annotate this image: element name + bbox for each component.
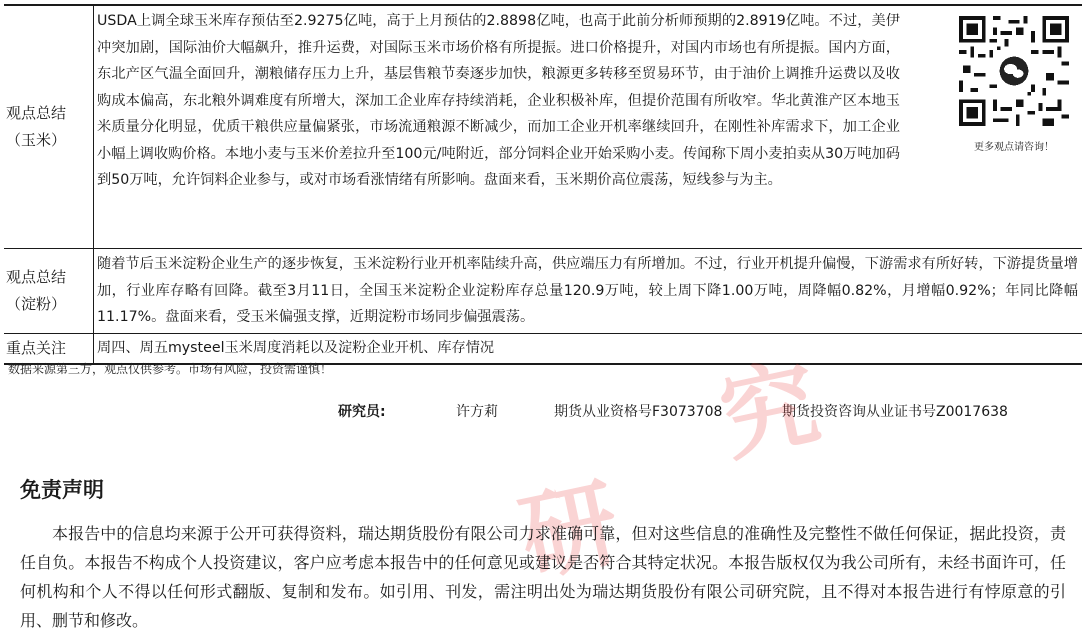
consult-license-number: 期货投资咨询从业证书号Z0017638 [782, 404, 1008, 420]
viewpoint-table [4, 4, 1082, 365]
qr-caption: 更多观点请咨询！ [974, 142, 1054, 153]
futures-license-number: 期货从业资格号F3073708 [554, 404, 723, 420]
researcher-label: 研究员: [338, 404, 386, 420]
disclaimer-title: 免责声明 [20, 478, 104, 502]
watermark-char-2: 究 [710, 346, 829, 476]
researcher-line [338, 401, 1008, 421]
row-content-corn: USDA上调全球玉米库存预估至2.9275亿吨，高于上月预估的2.8898亿吨，也高于此前分析师预期的2.8919亿吨。不过，美伊冲突加剧，国际油价大幅飙升，推升运费，对国际玉米市场价格有所提振。进口价格提升，对国内市场也有所提振。国内方面，东北产区气温全面回升，潮粮储存压力上升，基层售粮节奏逐步加快，粮源更多转移至贸易环节，由于油价上调推升运费以及收购成本偏高，东北粮外调难度有所增大，深加工企业库存持续消耗，企业积极补库，但提价范围有所收窄。华北黄淮产区本地玉米质量分化明显，优质干粮供应量偏紧张，市场流通粮源不断减少，而加工企业开机率继续回升，在刚性补库需求下，加工企业小幅上调收购价格。本地小麦与玉米价差拉升至100元/吨附近，部分饲料企业开始采购小麦。传闻称下周小麦拍卖从30万吨加码到50万吨，允许饲料企业参与，或对市场看涨情绪有所影响。盘面来看，玉米期价高位震荡，短线参与为主。 [97, 13, 900, 188]
row-label-corn: 观点总结（玉米） [4, 6, 94, 248]
table-row-starch [4, 249, 1082, 334]
row-content-focus: 周四、周五mysteel玉米周度消耗以及淀粉企业开机、库存情况 [97, 339, 495, 356]
source-note: 数据来源第三方，观点仅供参考。市场有风险，投资需谨慎！ [8, 362, 333, 376]
row-label-starch: 观点总结（淀粉） [4, 249, 94, 333]
table-row-focus [4, 334, 1082, 363]
table-row-corn [4, 6, 1082, 249]
disclaimer-body: 本报告中的信息均来源于公开可获得资料，瑞达期货股份有限公司力求准确可靠，但对这些信息的准确性及完整性不做任何保证，据此投资，责任自负。本报告不构成个人投资建议，客户应考虑本报告中的任何意见或建议是否符合其特定状况。本报告版权仅为我公司所有，未经书面许可，任何机构和个人不得以任何形式翻版、复制和发布。如引用、刊发，需注明出处为瑞达期货股份有限公司研究院，且不得对本报告进行有悖原意的引用、删节和修改。 [20, 524, 1066, 630]
researcher-name: 许方莉 [456, 404, 498, 420]
row-content-starch: 随着节后玉米淀粉企业生产的逐步恢复，玉米淀粉行业开机率陆续升高，供应端压力有所增加。不过，行业开机提升偏慢，下游需求有所好转，下游提货量增加，行业库存略有回降。截至3月11日，全国玉米淀粉企业淀粉库存总量120.9万吨，较上周下降1.00万吨，周降幅0.82%，月增幅0.92%；年同比降幅11.17%。盘面来看，受玉米偏强支撑，近期淀粉市场同步偏强震荡。 [97, 256, 1078, 325]
wechat-qr-code-icon [959, 16, 1069, 126]
qr-code-block [950, 8, 1078, 246]
watermark-char-1: 研 [510, 466, 629, 596]
row-content-corn-wrapper [94, 6, 1082, 248]
row-label-focus: 重点关注 [4, 334, 94, 363]
